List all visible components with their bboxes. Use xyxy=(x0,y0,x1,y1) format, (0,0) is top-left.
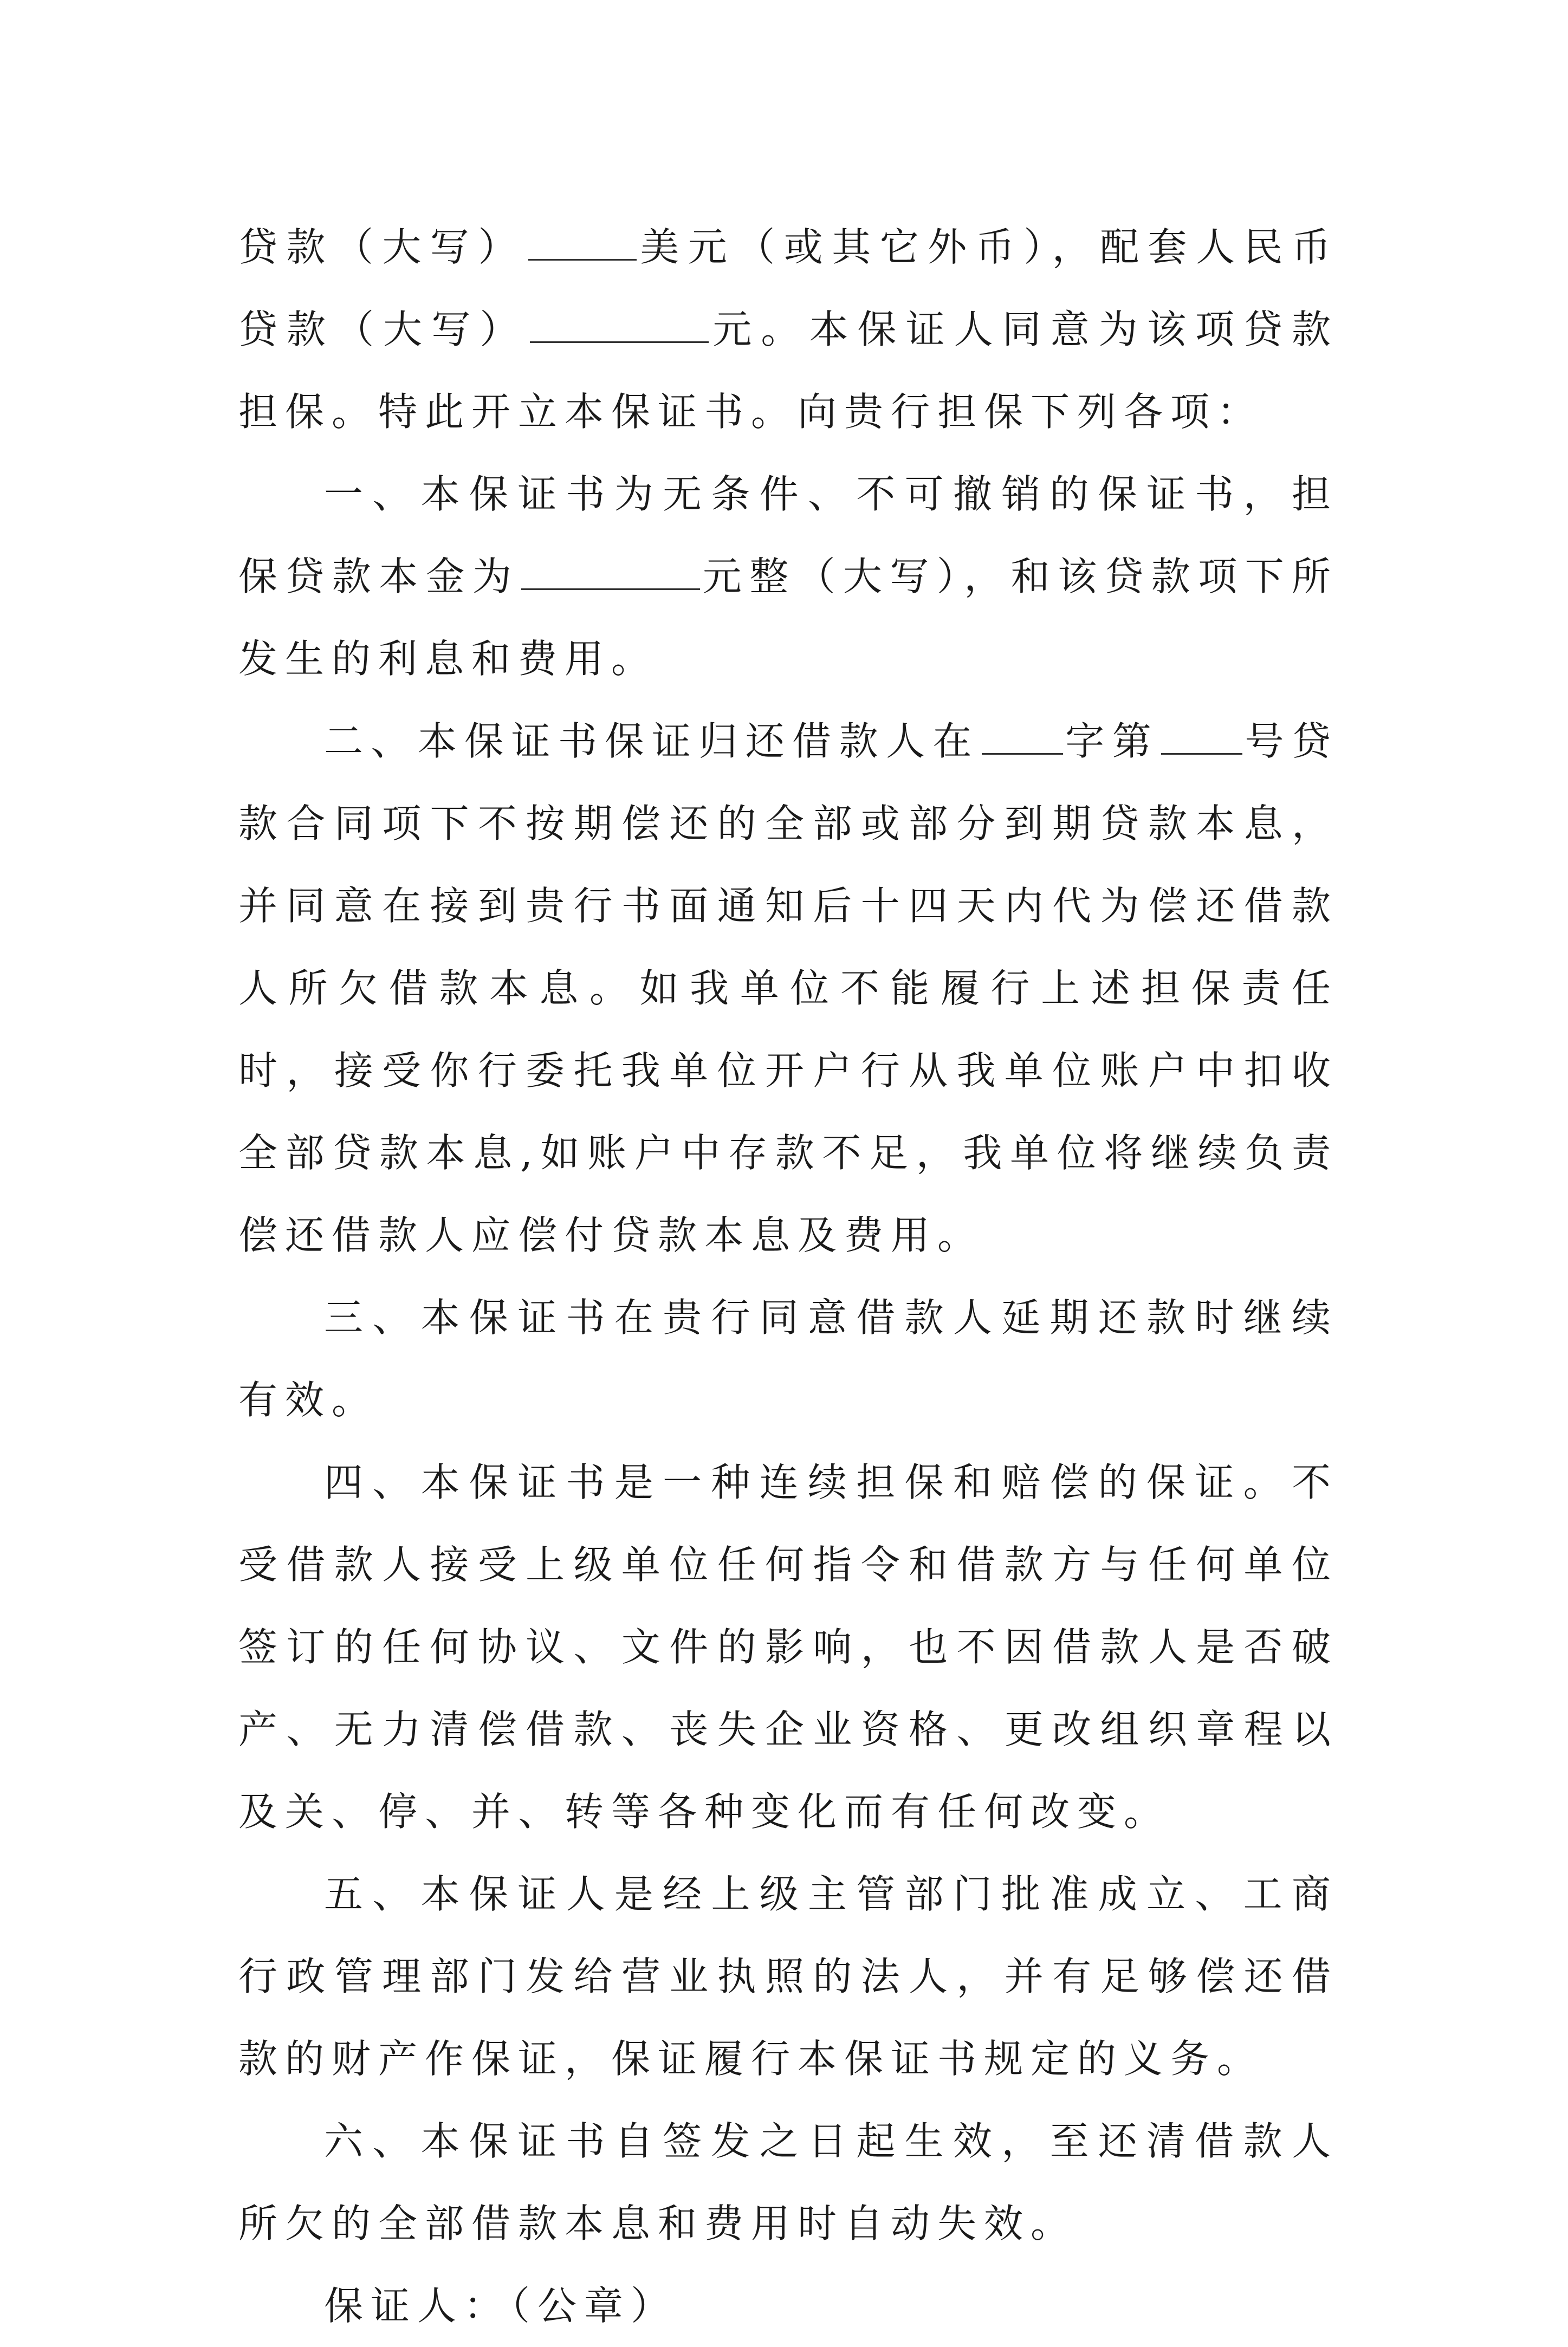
clause-4: 四、本保证书是一种连续担保和赔偿的保证。不受借款人接受上级单位任何指令和借款方与任何单位签订的任何协议、文件的影响，也不因借款人是否破产、无力清偿借款、丧失企业资格、更改组织章程以及关、停、并、转等各种变化而有任何改变。 xyxy=(238,1460,1338,1834)
document-body xyxy=(238,206,1338,2347)
clause-2-text-3: 号贷款合同项下不按期偿还的全部或部分到期贷款本息，并同意在接到贵行书面通知后十四天内代为偿还借款人所欠借款本息。如我单位不能履行上述担保责任时，接受你行委托我单位开户行从我单位账户中扣收全部贷款本息,如账户中存款不足，我单位将继续负责偿还借款人应偿付贷款本息及费用。 xyxy=(238,718,1338,1258)
usd-amount-blank xyxy=(528,217,637,261)
clause-3: 三、本保证书在贵行同意借款人延期还款时继续有效。 xyxy=(238,1295,1338,1423)
rmb-amount-blank xyxy=(530,299,709,343)
intro-paragraph xyxy=(238,206,1338,453)
clause-5: 五、本保证人是经上级主管部门批准成立、工商行政管理部门发给营业执照的法人，并有足够偿还借款的财产作保证，保证履行本保证书规定的义务。 xyxy=(238,1871,1338,2082)
clause-1-text-2: 元整（大写），和该贷款项下所发生的利息和费用。 xyxy=(238,554,1338,682)
intro-text-3: 元。本保证人同意为该项贷款担保。特此开立本保证书。向贵行担保下列各项： xyxy=(238,307,1338,435)
clause-6: 六、本保证书自签发之日起生效，至还清借款人所欠的全部借款本息和费用时自动失效。 xyxy=(238,2118,1338,2246)
intro-text-1: 贷款（大写） xyxy=(238,224,526,270)
contract-prefix-blank xyxy=(982,711,1063,755)
guarantor-signature-line: 保证人：（公章） xyxy=(324,2283,678,2329)
clause-1 xyxy=(238,453,1338,700)
clause-1-text-1: 一、本保证书为无条件、不可撤销的保证书，担保贷款本金为 xyxy=(238,471,1338,599)
intro-text-2: 美元（或其它外币），配套人民币贷款（大写） xyxy=(238,224,1338,352)
contract-number-blank xyxy=(1161,711,1242,755)
clause-2-text-2: 字第 xyxy=(1065,718,1159,764)
clause-2-text-1: 二、本保证书保证归还借款人在 xyxy=(324,718,980,764)
principal-amount-blank xyxy=(521,546,700,590)
clause-2 xyxy=(238,700,1338,1276)
